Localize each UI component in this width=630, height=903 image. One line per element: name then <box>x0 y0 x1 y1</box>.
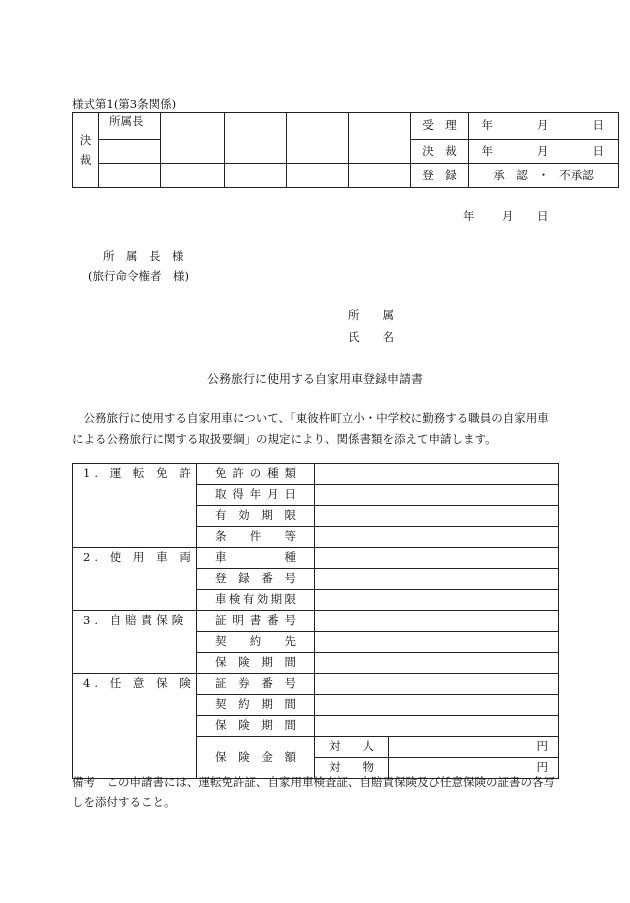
addressee-line1: 所 属 長 様 <box>103 249 184 263</box>
item-label: 保険期間 <box>197 716 315 737</box>
item-value-field[interactable] <box>315 632 559 653</box>
kessai-label: 決 裁 <box>73 113 99 188</box>
item-value-field[interactable] <box>315 485 559 506</box>
approval-cell[interactable] <box>225 164 287 188</box>
item-value-field[interactable] <box>315 590 559 611</box>
item-value-field[interactable] <box>315 653 559 674</box>
approval-cell[interactable] <box>287 113 349 164</box>
applicant-name-label: 氏 名 <box>348 330 394 344</box>
approval-cell[interactable] <box>161 164 225 188</box>
approval-cell[interactable] <box>225 113 287 164</box>
date-month: 月 <box>502 209 514 223</box>
shozokucho-label: 所属長 <box>99 113 161 140</box>
item-value-field[interactable] <box>315 569 559 590</box>
item-label: 保険期間 <box>197 653 315 674</box>
juri-date[interactable]: 年 月 日 <box>469 113 619 140</box>
addressee-line2: (旅行命令権者 様) <box>88 269 189 283</box>
section-label: 4. 任 意 保 険 <box>73 674 197 779</box>
item-value-field[interactable] <box>315 506 559 527</box>
table-row <box>73 674 559 695</box>
table-row <box>73 464 559 485</box>
item-value-field[interactable] <box>315 611 559 632</box>
item-label: 証券番号 <box>197 674 315 695</box>
insurance-sub-label: 対人 <box>315 737 389 758</box>
table-row <box>73 548 559 569</box>
item-value-field[interactable] <box>315 695 559 716</box>
item-label: 免許の種類 <box>197 464 315 485</box>
approval-cell[interactable] <box>287 164 349 188</box>
approval-cell[interactable] <box>349 113 411 164</box>
kessai-date[interactable]: 年 月 日 <box>469 140 619 164</box>
item-label: 条件等 <box>197 527 315 548</box>
shozokucho-stamp-cell[interactable] <box>99 140 161 164</box>
item-label: 契約先 <box>197 632 315 653</box>
approval-cell[interactable] <box>349 164 411 188</box>
insurance-amount-field[interactable]: 円 <box>389 737 559 758</box>
item-label: 有効期限 <box>197 506 315 527</box>
body-text: 公務旅行に使用する自家用車について、「東彼杵町立小・中学校に勤務する職員の自家用車による公務旅行に関する取扱要綱」の規定により、関係書類を添えて申請します。 <box>72 411 549 446</box>
item-value-field[interactable] <box>315 464 559 485</box>
document-title: 公務旅行に使用する自家用車登録申請書 <box>206 372 423 386</box>
approval-table <box>72 112 619 188</box>
shozokucho-stamp-cell[interactable] <box>99 164 161 188</box>
kessai-row-label: 決 裁 <box>411 140 469 164</box>
insurance-amount-field[interactable]: 円 <box>389 758 559 779</box>
item-value-field[interactable] <box>315 548 559 569</box>
date-year: 年 <box>463 209 475 223</box>
applicant-dept-label: 所 属 <box>348 308 394 322</box>
date-day: 日 <box>537 209 549 223</box>
approval-cell[interactable] <box>161 113 225 164</box>
juri-label: 受 理 <box>411 113 469 140</box>
item-label: 証明書番号 <box>197 611 315 632</box>
item-label: 取得年月日 <box>197 485 315 506</box>
item-value-field[interactable] <box>315 527 559 548</box>
item-label: 車検有効期限 <box>197 590 315 611</box>
item-value-field[interactable] <box>315 716 559 737</box>
form-label: 様式第1(第3条関係) <box>72 97 177 111</box>
item-label: 契約期間 <box>197 695 315 716</box>
insurance-sub-label: 対物 <box>315 758 389 779</box>
section-label: 3. 自賠責保険 <box>73 611 197 674</box>
registration-table <box>72 463 559 779</box>
item-label: 登録番号 <box>197 569 315 590</box>
section-label: 2. 使 用 車 両 <box>73 548 197 611</box>
toroku-label: 登 録 <box>411 164 469 188</box>
section-label: 1. 運 転 免 許 <box>73 464 197 548</box>
item-value-field[interactable] <box>315 674 559 695</box>
remarks: 備考 この申請書には、運転免許証、自家用車検査証、自賠責保険及び任意保険の証書の各写しを添付すること。 <box>72 775 555 809</box>
insurance-amount-label: 保険金額 <box>197 737 315 779</box>
toroku-approval[interactable]: 承 認 ・ 不承認 <box>469 164 619 188</box>
item-label: 車種 <box>197 548 315 569</box>
table-row <box>73 611 559 632</box>
